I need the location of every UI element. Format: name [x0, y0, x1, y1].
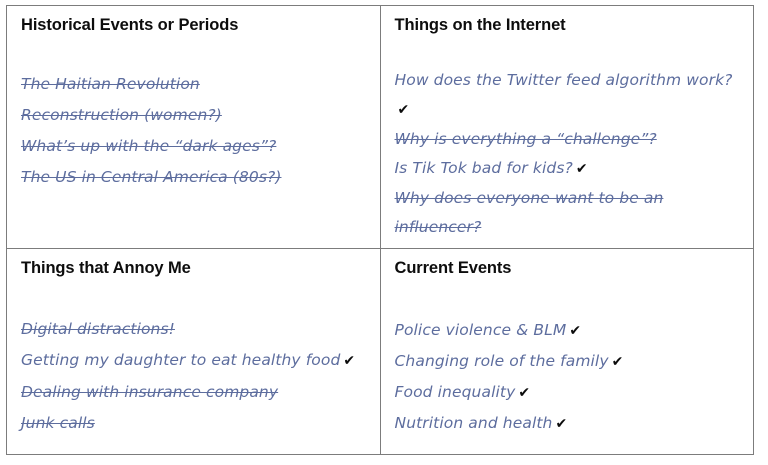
cell-content [7, 249, 380, 454]
table-row [7, 6, 754, 249]
topic-item-label: Why does everyone want to be an influencer? [394, 189, 664, 236]
check-icon: ✔ [575, 161, 588, 177]
check-icon: ✔ [343, 353, 356, 369]
topic-list-things-that-annoy-me [21, 314, 368, 439]
cell-title-things-on-the-internet: Things on the Internet [394, 16, 566, 34]
topic-item-label: How does the Twitter feed algorithm work? [394, 71, 733, 89]
topic-item [21, 345, 368, 377]
topic-item [21, 69, 368, 100]
topic-list-historical-events [21, 69, 368, 193]
check-icon: ✔ [611, 354, 624, 370]
table-cell-historical-events [7, 6, 381, 249]
topic-item [21, 408, 368, 439]
topic-item [21, 131, 368, 162]
table-cell-things-on-the-internet [380, 6, 754, 249]
topic-item-label: Digital distractions! [21, 320, 175, 338]
check-icon: ✔ [569, 323, 582, 339]
cell-title-things-that-annoy-me: Things that Annoy Me [21, 259, 191, 277]
topic-item [395, 346, 742, 377]
cell-content [381, 249, 754, 454]
topic-item [395, 315, 742, 346]
topic-item-label: The US in Central America (80s?) [21, 168, 282, 186]
topic-item [395, 377, 742, 408]
cell-title-current-events: Current Events [394, 259, 512, 277]
topic-item-label: Changing role of the family [394, 352, 609, 370]
topic-item-label: What’s up with the “dark ages”? [21, 137, 277, 155]
topic-item [395, 408, 742, 439]
cell-title-historical-events: Historical Events or Periods [21, 16, 239, 34]
check-icon: ✔ [518, 385, 531, 401]
topic-item-label: Dealing with insurance company [21, 383, 279, 401]
topic-item [21, 314, 368, 345]
topic-item-label: Why is everything a “challenge”? [394, 130, 657, 148]
topic-item [395, 154, 742, 184]
check-icon: ✔ [555, 416, 568, 432]
check-icon: ✔ [397, 102, 410, 118]
table-row [7, 249, 754, 455]
topic-item-label: Nutrition and health [394, 414, 553, 432]
topic-item [21, 162, 368, 193]
topic-item-label: Food inequality [394, 383, 516, 401]
topic-list-current-events [395, 315, 742, 439]
topic-item-label: The Haitian Revolution [21, 75, 200, 93]
topic-item [395, 125, 742, 154]
topic-item [395, 66, 742, 125]
table-cell-things-that-annoy-me [7, 249, 381, 455]
topic-item [21, 377, 368, 408]
topic-item [21, 100, 368, 131]
topic-item-label: Is Tik Tok bad for kids? [394, 159, 573, 177]
topic-item-label: Junk calls [21, 414, 95, 432]
cell-content [381, 6, 754, 248]
topic-list-things-on-the-internet [395, 66, 742, 242]
table-cell-current-events [380, 249, 754, 455]
topic-item-label: Reconstruction (women?) [21, 106, 222, 124]
topic-item [395, 184, 742, 242]
topic-item-label: Getting my daughter to eat healthy food [21, 351, 341, 369]
cell-content [7, 6, 380, 248]
brainstorm-table [6, 5, 754, 455]
topic-item-label: Police violence & BLM [394, 321, 567, 339]
